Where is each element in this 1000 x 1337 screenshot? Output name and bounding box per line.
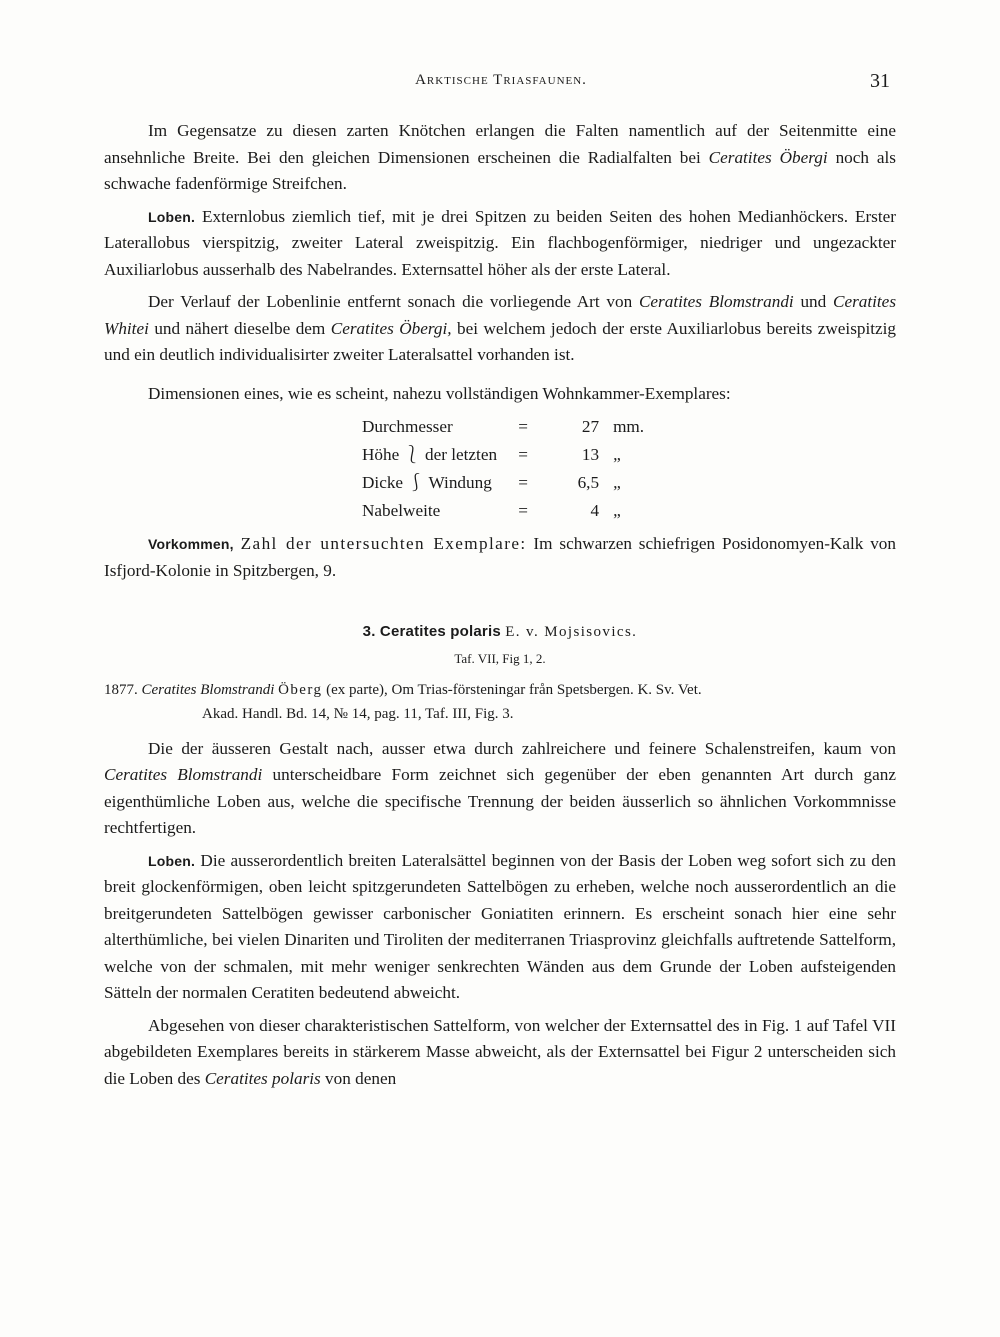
paragraph-lobenlinie: [104, 289, 896, 369]
dimension-unit: „: [613, 472, 621, 492]
paragraph-vorkommen: [104, 531, 896, 584]
text: Zahl der untersuchten Exemplare:: [240, 534, 527, 553]
equals-sign: =: [518, 444, 528, 464]
equals-sign: =: [518, 500, 528, 520]
text: Die ausserordentlich breiten Lateralsättel beginnen von der Basis der Loben weg sofort sich zu den breit glockenförmigen, oben leicht spitzgerundeten Sattelbögen zu erheben, welche noch ausserordentlich an die breitgerundeten Sattelbögen gewisser carbonischer Goniatiten erinnern. Es erscheint sonach hier eine sehr alterthümliche, bei vielen Dinariten und Tiroliten der mediterranen Triasprovinz gleichfalls auftretende Sattelform, welche von der schmalen, mit mehr weniger senkrechten Wänden aus dem Grunde der Loben aufsteigenden Sätteln der normalen Ceratiten bedeutend abweicht.: [104, 850, 897, 1002]
text: und nähert dieselbe dem: [154, 318, 326, 338]
text-body: [104, 118, 896, 1098]
text: Abgesehen von dieser charakteristischen Sattelform, von welcher der Externsattel des in Fig. 1 auf Tafel VII abgebildeten Exemplares bereits in stärkerem Masse abweicht, als der Externsattel bei Figur 2 unterscheiden sich die Loben des: [104, 1015, 896, 1088]
species-author: E. v. Mojsisovics.: [505, 624, 638, 640]
equals-sign: =: [518, 472, 528, 492]
text: Der Verlauf der Lobenlinie entfernt sonach die vorliegende Art von: [148, 292, 633, 311]
dimension-unit: „: [613, 500, 621, 520]
text: (ex parte), Om Trias-försteningar från Spetsbergen. K. Sv. Vet.: [326, 681, 702, 698]
dimensions-table: [358, 413, 648, 525]
section-label: Vorkommen,: [148, 536, 234, 552]
synonymy-reference: [104, 678, 896, 726]
text: unterscheidbare Form zeichnet sich gegenüber der eben genannten Art durch ganz eigenthümliche Loben aus, welche die specifische Trennung der beiden äusserlich so ähnlichen Vorkommnisse rechtfertigen.: [104, 765, 897, 837]
section-label: Loben.: [148, 852, 196, 869]
dimension-unit: mm.: [613, 416, 645, 436]
text: Im Gegensatze zu diesen zarten Knötchen erlangen die Falten namentlich auf der Seitenmitte eine ansehnliche Breite. Bei den gleichen Dimensionen erscheinen die Radialfalten bei: [104, 121, 896, 167]
paragraph-loben: [104, 204, 896, 284]
dimension-label: Höhe ⎱ der letzten: [362, 444, 498, 464]
species-name: Ceratites Blomstrandi: [141, 681, 275, 698]
plate-reference: Taf. VII, Fig 1, 2.: [454, 650, 546, 666]
dimension-value: 13: [581, 444, 600, 464]
dimension-row: [358, 497, 648, 525]
text: Im schwarzen schiefrigen Posidonomyen-Kalk von Isfjord-Kolonie in Spitzbergen, 9.: [104, 534, 896, 580]
text: noch als schwache fadenförmige Streifchen.: [104, 147, 897, 193]
dimension-value: 4: [590, 500, 600, 520]
dimension-value: 27: [581, 416, 600, 436]
dimension-row: [358, 441, 648, 469]
species-name: Ceratites Blomstrandi: [638, 292, 794, 311]
dimension-label: Nabelweite: [362, 500, 441, 520]
section-label: Loben.: [148, 208, 196, 225]
page-number: 31: [870, 70, 890, 92]
ref-author: Öberg: [278, 681, 323, 698]
paragraph-sattelform: [104, 1013, 896, 1093]
dimensions-intro: Dimensionen eines, wie es scheint, nahezu vollständigen Wohnkammer-Exemplares:: [148, 383, 731, 403]
text: und: [800, 292, 827, 311]
dimension-label: Durchmesser: [362, 416, 453, 436]
species-heading: [104, 618, 896, 646]
ref-year: 1877.: [104, 681, 138, 698]
dimension-row: [358, 469, 648, 497]
paragraph-loben-2: [104, 848, 896, 1007]
page-header: [104, 72, 898, 98]
text: Die der äusseren Gestalt nach, ausser etwa durch zahlreichere und feinere Schalenstreifen, kaum von: [148, 738, 896, 758]
species-name: Ceratites Whitei: [104, 292, 897, 338]
species-name: Ceratites Öbergi,: [330, 318, 452, 338]
running-title: Arktische Triasfaunen.: [415, 72, 587, 88]
dimension-unit: „: [613, 444, 621, 464]
text: von denen: [325, 1068, 397, 1088]
paragraph-ornament: [104, 118, 896, 198]
text: bei welchem jedoch der erste Auxiliarlobus bereits zweispitzig und ein deutlich individualisirter zweiter Lateralsattel vorhanden ist.: [104, 318, 897, 364]
paragraph-form: [104, 736, 896, 842]
text: Akad. Handl. Bd. 14, № 14, pag. 11, Taf. III, Fig. 3.: [202, 705, 514, 722]
dimension-label: Dicke ⎰ Windung: [362, 472, 492, 492]
text: Externlobus ziemlich tief, mit je drei Spitzen zu beiden Seiten des hohen Medianhöckers. Erster Laterallobus vierspitzig, zweiter Lateral zweispitzig. Ein flachbogenförmiger, niedriger und ungezackter Auxiliarlobus ausserhalb des Nabelrandes. Externsattel höher als der erste Lateral.: [104, 206, 896, 279]
species-name: Ceratites Öbergi: [708, 147, 828, 167]
dimension-value: 6,5: [577, 472, 600, 492]
dimension-row: [358, 413, 648, 441]
species-title: 3. Ceratites polaris: [362, 623, 501, 640]
species-name: Ceratites polaris: [204, 1068, 321, 1088]
species-name: Ceratites Blomstrandi: [104, 765, 263, 784]
equals-sign: =: [518, 416, 528, 436]
